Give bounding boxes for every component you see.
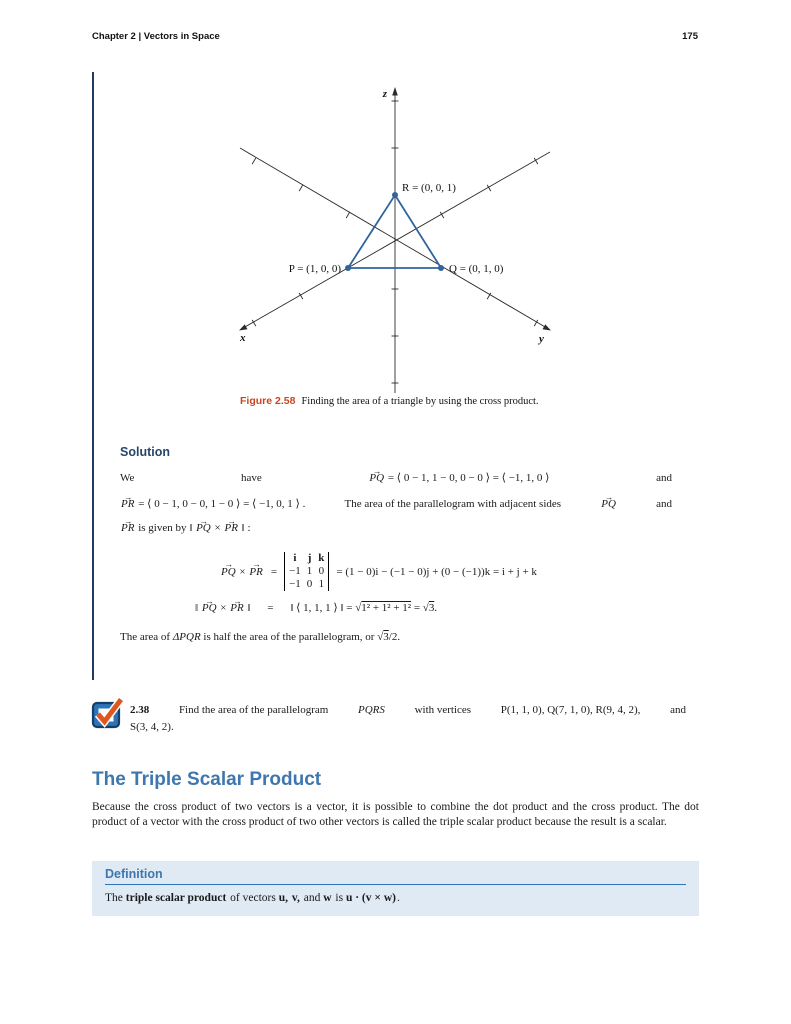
vector-pr: PR → bbox=[229, 602, 244, 614]
norm-close: ‖ bbox=[247, 602, 251, 614]
y-axis-label: y bbox=[539, 333, 544, 345]
figure-2-58-diagram bbox=[235, 85, 555, 395]
parallelogram-name: PQRS bbox=[357, 704, 385, 716]
matrix-cell: −1 bbox=[289, 578, 301, 590]
solution-line3-text: is given by bbox=[138, 522, 187, 534]
cross-sign: × bbox=[220, 602, 227, 614]
matrix-cell: 0 bbox=[318, 565, 325, 577]
point-q-label: Q = (0, 1, 0) bbox=[449, 263, 504, 275]
determinant-equation bbox=[120, 552, 672, 591]
vector-pr: PR → bbox=[120, 522, 135, 534]
matrix-cell: −1 bbox=[289, 565, 301, 577]
y-axis bbox=[240, 148, 546, 328]
vector-pq: PQ → bbox=[220, 566, 237, 578]
point-r-label: R = (0, 0, 1) bbox=[402, 182, 456, 194]
solution-line2-and: and bbox=[656, 498, 672, 510]
solution-line1-eq-text: = ⟨ 0 − 1, 1 − 0, 0 − 0 ⟩ = ⟨ −1, 1, 0 ⟩ bbox=[387, 472, 550, 484]
equals-sign: = bbox=[270, 565, 278, 578]
def-text: . bbox=[396, 892, 400, 904]
figure-caption-text: Finding the area of a triangle by using the cross product. bbox=[301, 396, 539, 407]
norm-mid: ‖ ⟨ 1, 1, 1 ⟩ ‖ = bbox=[290, 602, 353, 614]
checkpoint-text2: with vertices bbox=[414, 704, 472, 716]
norm-close: ‖ : bbox=[241, 522, 251, 534]
y-axis-arrow-icon bbox=[543, 324, 552, 330]
solution-line1-equation bbox=[368, 471, 549, 484]
matrix-cell: i bbox=[293, 552, 297, 564]
definition-body bbox=[105, 892, 686, 904]
matrix-cell: 1 bbox=[306, 565, 313, 577]
radicand: 3 bbox=[383, 631, 389, 643]
point-p-label: P = (1, 0, 0) bbox=[288, 263, 341, 275]
vector-pq: PQ → bbox=[195, 522, 212, 534]
def-text: of vectors bbox=[230, 892, 276, 904]
vector-pr: PR → bbox=[120, 498, 135, 510]
chapter-title: Chapter 2 | Vectors in Space bbox=[92, 31, 220, 42]
matrix-cell: k bbox=[318, 552, 325, 564]
def-term: triple scalar product bbox=[125, 892, 227, 904]
figure-caption-label: Figure 2.58 bbox=[240, 395, 296, 407]
equals-sign: = bbox=[267, 602, 274, 614]
definition-box bbox=[92, 861, 699, 916]
checkpoint-text1: Find the area of the parallelogram bbox=[178, 704, 329, 716]
triangle-pqr bbox=[348, 195, 441, 268]
radicand: 1² + 1² + 1² bbox=[361, 602, 412, 614]
checkpoint-line-1 bbox=[130, 702, 686, 719]
radical-sign: √ bbox=[377, 631, 384, 643]
triple-product-formula: u · (v × w) bbox=[345, 892, 396, 904]
vector-pr: PR → bbox=[248, 566, 263, 578]
solution-line2-text: The area of the parallelogram with adjacent sides bbox=[344, 498, 562, 510]
vector-w: w bbox=[323, 892, 332, 904]
det-lhs bbox=[220, 566, 264, 578]
triangle-pqr-symbol: ΔPQR bbox=[172, 631, 201, 643]
area-pre: The area of bbox=[120, 631, 171, 643]
determinant-matrix bbox=[284, 552, 329, 591]
area-conclusion bbox=[120, 631, 672, 643]
z-axis-label: z bbox=[382, 88, 387, 100]
vector-pq: PQ → bbox=[201, 602, 218, 614]
matrix-cell: j bbox=[307, 552, 312, 564]
checkpoint-icon bbox=[91, 696, 125, 730]
solution-line2-eq-text: = ⟨ 0 − 1, 0 − 0, 1 − 0 ⟩ = ⟨ −1, 0, 1 ⟩ . bbox=[138, 498, 306, 510]
vector-pq: PQ → bbox=[368, 472, 385, 484]
definition-rule bbox=[105, 884, 686, 885]
checkpoint-text bbox=[130, 702, 686, 736]
def-text: and bbox=[303, 892, 321, 904]
solution-line-2 bbox=[120, 497, 672, 510]
example-left-bar bbox=[92, 72, 94, 680]
point-p-dot bbox=[345, 265, 351, 271]
matrix-cell: 0 bbox=[306, 578, 313, 590]
definition-heading: Definition bbox=[105, 867, 163, 881]
page-number: 175 bbox=[682, 31, 698, 42]
norm-equation bbox=[120, 601, 672, 614]
norm-open: ‖ bbox=[189, 522, 193, 534]
det-rhs: = (1 − 0)i − (−1 − 0)j + (0 − (−1))k = i + j + k bbox=[336, 565, 537, 578]
x-axis-label: x bbox=[240, 332, 246, 344]
section-paragraph: Because the cross product of two vectors is a vector, it is possible to combine the dot product and the cross product. The dot product of a vector with the cross product of two other vectors is called the triple scalar product because the result is a scalar. bbox=[92, 801, 699, 828]
point-r-dot bbox=[392, 192, 398, 198]
vector-u: u, bbox=[278, 892, 288, 904]
checkpoint-and: and bbox=[670, 704, 686, 716]
solution-line-3 bbox=[120, 522, 672, 534]
solution-line-1 bbox=[120, 471, 672, 484]
point-q-dot bbox=[438, 265, 444, 271]
figure-caption bbox=[240, 394, 540, 409]
section-heading: The Triple Scalar Product bbox=[92, 769, 322, 790]
radical-sign: √ bbox=[355, 602, 362, 614]
checkpoint-line-2 bbox=[130, 719, 686, 736]
period: . bbox=[434, 602, 438, 614]
matrix-cell: 1 bbox=[318, 578, 325, 590]
solution-line1-we: We bbox=[120, 472, 135, 484]
cross-sign: × bbox=[239, 565, 246, 578]
vector-pq: PQ → bbox=[600, 498, 617, 510]
vector-v: v, bbox=[291, 892, 300, 904]
norm-tail-radicand: 3 bbox=[428, 602, 435, 614]
area-post: is half the area of the parallelogram, or bbox=[203, 631, 375, 643]
norm-open: ‖ bbox=[195, 602, 199, 614]
x-axis-arrow-icon bbox=[239, 324, 248, 330]
solution-heading: Solution bbox=[120, 445, 170, 459]
checkpoint-vertices: P(1, 1, 0), Q(7, 1, 0), R(9, 4, 2), bbox=[500, 704, 641, 716]
def-text: The bbox=[105, 892, 123, 904]
solution-line2-equation bbox=[120, 497, 305, 510]
area-tail: /2. bbox=[388, 631, 401, 643]
checkpoint-last-vertex: S(3, 4, 2). bbox=[130, 721, 174, 733]
page-header bbox=[92, 31, 698, 42]
norm-tail-eq: = √ bbox=[413, 602, 429, 614]
solution-line1-have: have bbox=[241, 472, 262, 484]
cross-sign: × bbox=[214, 522, 221, 534]
def-text: is bbox=[335, 892, 344, 904]
z-axis-arrow-icon bbox=[392, 87, 398, 96]
solution-line1-and: and bbox=[656, 472, 672, 484]
checkpoint-number: 2.38 bbox=[130, 704, 150, 716]
vector-pr: PR → bbox=[223, 522, 238, 534]
